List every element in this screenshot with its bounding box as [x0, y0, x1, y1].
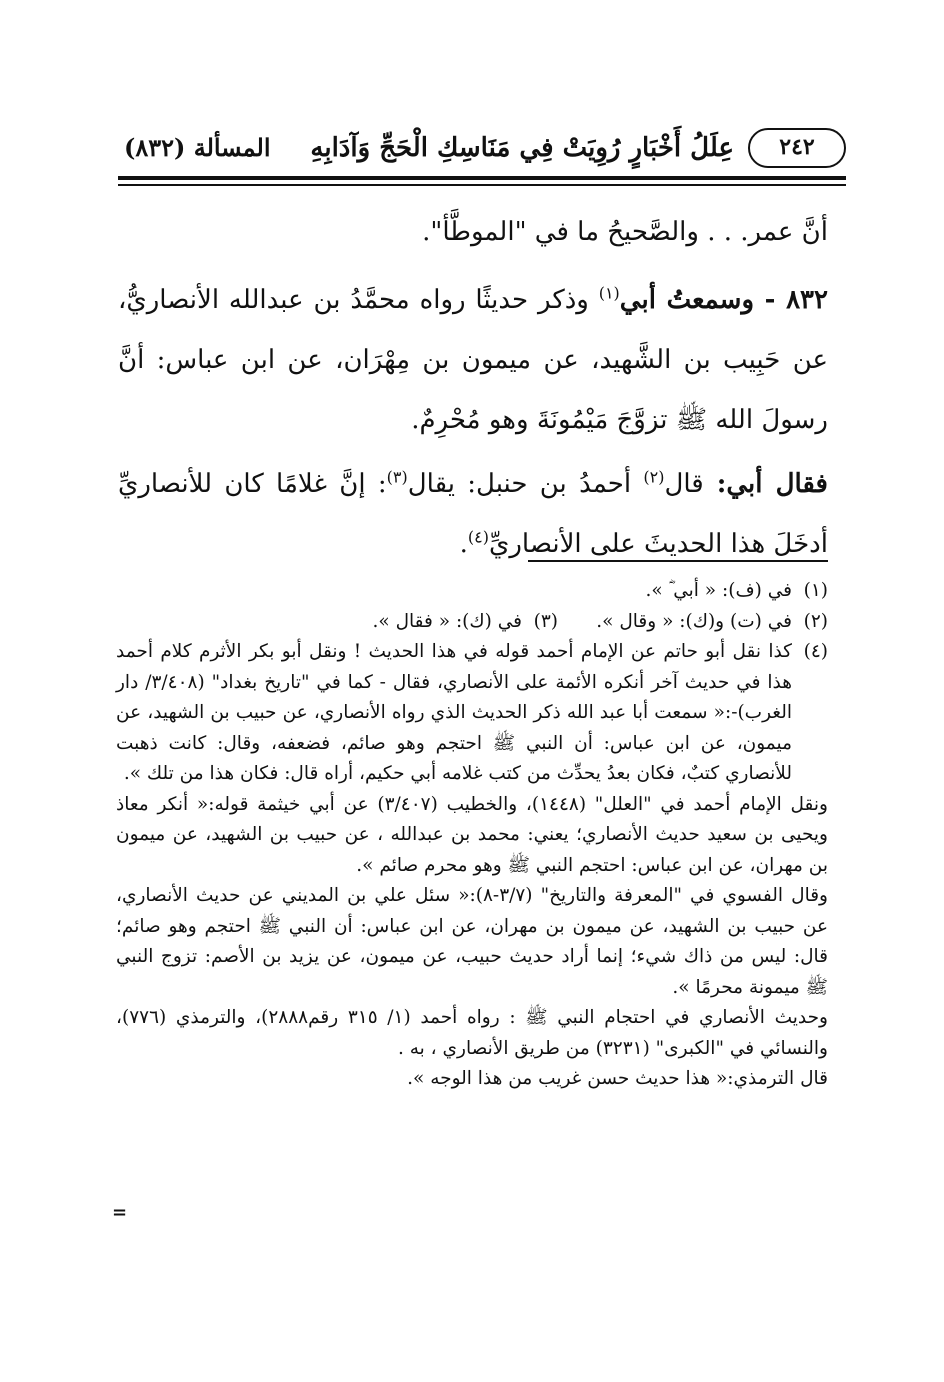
- answer-intro: فقال أبي:: [703, 469, 828, 499]
- footnote-number: (٢): [803, 610, 828, 632]
- answer-text-b: أحمدُ بن حنبل: يقال: [407, 469, 644, 499]
- footnote-1: [116, 576, 828, 607]
- footnote-number: (٣): [533, 610, 558, 632]
- footnote-separator: [528, 560, 828, 562]
- footnote-ref-4: (٤): [467, 527, 489, 547]
- footnote-4-paragraph-3: وقال الفسوي في "المعرفة والتاريخ" (٣/٧-٨):« سئل علي بن المديني عن حديث الأنصاري، عن حبيب بن الشهيد، عن ميمون بن مهران، عن ابن عباس: أن النبي ﷺ احتجم وهو صائم؛ قال: ليس من ذاك شيء؛ إنما أراد حديث حبيب، عن ميمون، عن يزيد بن الأصم: تزوج النبي ﷺ ميمونة محرمًا ».: [116, 885, 828, 998]
- footnote-3: [373, 607, 559, 638]
- issue-intro: ٨٣٢ - وسمعتُ أبي: [619, 285, 828, 315]
- answer-text-c: : إنَّ غلامًا كان للأنصاريِّ أدخَلَ هذا الحديثَ على الأنصاريِّ: [118, 469, 828, 559]
- main-line-1: أنَّ عمر. . . والصَّحيحُ ما في "الموطَّأ".: [422, 217, 828, 247]
- footnote-ref-1: (١): [598, 283, 620, 303]
- footnote-4-paragraph-5: قال الترمذي:« هذا حديث حسن غريب من هذا الوجه ».: [407, 1068, 828, 1089]
- page-header: [118, 128, 846, 174]
- footnote-4-paragraph-2: ونقل الإمام أحمد في "العلل" (١٤٤٨)، والخطيب (٣/٤٠٧) عن أبي خيثمة قوله:« أنكر معاذ ويحيى بن سعيد حديث الأنصاري؛ يعني: محمد بن عبدالله ، عن حبيب بن الشهيد، عن ميمون بن مهران، عن ابن عباس: احتجم النبي ﷺ وهو محرم صائم ».: [116, 793, 828, 876]
- answer-end: .: [459, 529, 468, 559]
- main-paragraph-answer: [118, 454, 828, 574]
- footnote-text: كذا نقل أبو حاتم عن الإمام أحمد قوله في هذا الحديث ! ونقل أبو بكر الأثرم كلام أحمد هذا في حديث آخر أنكره الأئمة على الأنصاري، فقال - كما في "تاريخ بغداد" (٣/٤٠٨/ دار الغرب)-:« سمعت أبا عبد الله ذكر الحديث الذي رواه الأنصاري، عن حبيب بن الشهيد، عن ميمون، عن ابن عباس: أن النبي ﷺ احتجم وهو صائم، فضعفه، وقال: كانت ذهبت للأنصاري كتبٌ، فكان بعدُ يحدِّث من كتب غلامه أبي حكيم، أراه قال: فكان هذا من تلك ».: [116, 641, 792, 784]
- footnote-number: (٤): [803, 641, 828, 662]
- footnote-text: في (ت) و(ك): « وقال ».: [596, 610, 792, 632]
- footnotes: [116, 576, 828, 1095]
- footnote-text: في (ف): « أبي ؓ ».: [645, 580, 792, 601]
- answer-text-a: قال: [664, 469, 704, 499]
- book-title: عِلَلُ أَخْبَارٍ رُوِيَتْ فِي مَنَاسِكِ الْحَجِّ وَآدَابِهِ: [310, 133, 734, 163]
- footnote-number: (١): [803, 580, 828, 601]
- footnote-2: [558, 607, 828, 638]
- footnote-4-paragraph-4: وحديث الأنصاري في احتجام النبي ﷺ : رواه أحمد (١/ ٣١٥ رقم٢٨٨٨)، والترمذي (٧٧٦)، والنسائي في "الكبرى" (٣٢٣١) من طريق الأنصاري ، به .: [116, 1007, 828, 1059]
- footnote-ref-3: (٣): [386, 467, 408, 487]
- main-text: [118, 202, 828, 574]
- header-rule-thin: [118, 184, 846, 186]
- footnote-4: [116, 637, 828, 790]
- footnote-ref-2: (٢): [643, 467, 665, 487]
- page-number: ٢٤٢: [748, 128, 846, 168]
- issue-label: المسألة (٨٣٢): [124, 133, 271, 162]
- continuation-mark: =: [112, 1202, 128, 1223]
- main-paragraph-832: [118, 270, 828, 450]
- footnote-text: في (ك): « فقال ».: [372, 610, 522, 632]
- issue-text: وذكر حديثًا رواه محمَّدُ بن عبدالله الأنصاريُّ، عن حَبِيب بن الشَّهيد، عن ميمون بن مِهْرَان، عن ابن عباس: أنَّ رسولَ الله ﷺ تزوَّجَ مَيْمُونَةَ وهو مُحْرِمٌ.: [118, 285, 829, 435]
- footnote-row-2-3: [116, 607, 828, 638]
- header-rule-thick: [118, 176, 846, 180]
